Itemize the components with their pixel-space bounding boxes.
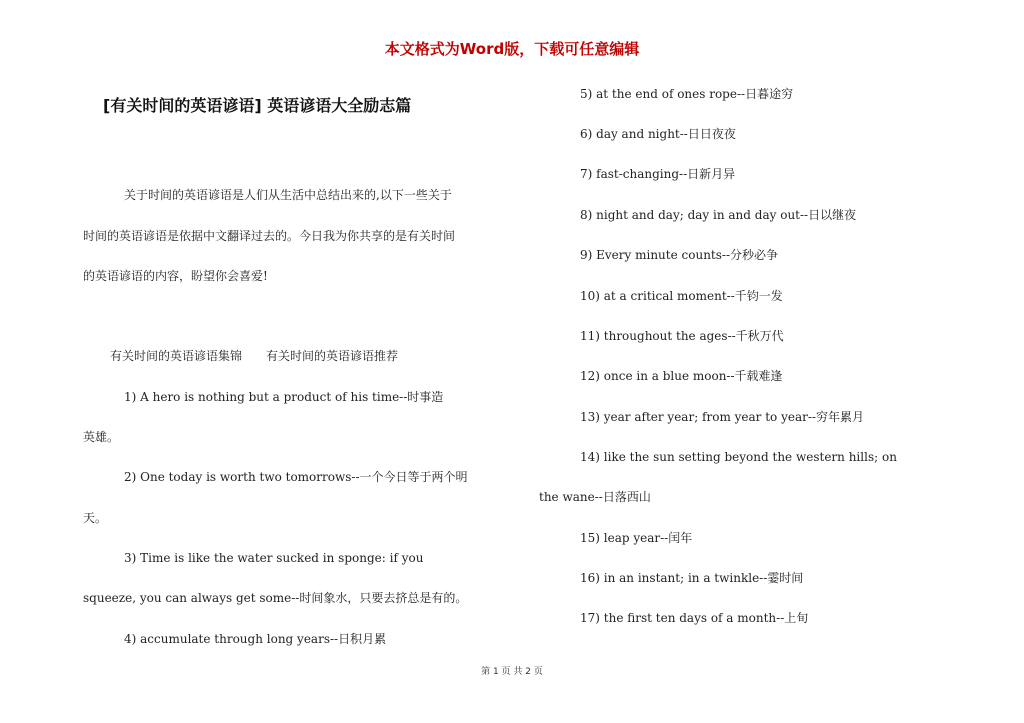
left-item-2: 2) One today is worth two tomorrows--一个今日等于两个明 <box>124 470 468 484</box>
right-item-13: 13) year after year; from year to year--穷年累月 <box>580 410 864 424</box>
left-item-3-cont: squeeze, you can always get some--时间象水，只要去挤总是有的。 <box>83 591 468 605</box>
right-item-15: 15) leap year--闰年 <box>580 531 693 545</box>
download-banner: 本文格式为Word版，下载可任意编辑 <box>384 40 640 58</box>
right-item-10: 10) at a critical moment--千钧一发 <box>580 289 783 303</box>
intro-line-3: 的英语谚语的内容，盼望你会喜爱! <box>83 269 268 283</box>
right-item-14: 14) like the sun setting beyond the western hills; on <box>580 450 897 464</box>
intro-line-1: 关于时间的英语谚语是人们从生活中总结出来的,以下一些关于 <box>124 188 452 202</box>
left-item-1: 1) A hero is nothing but a product of his time--时事造 <box>124 390 444 404</box>
left-item-3: 3) Time is like the water sucked in sponge: if you <box>124 551 424 565</box>
right-item-14-cont: the wane--日落西山 <box>539 490 651 504</box>
intro-line-2: 时间的英语谚语是依据中文翻译过去的。今日我为你共享的是有关时间 <box>83 229 456 243</box>
right-item-9: 9) Every minute counts--分秒必争 <box>580 248 779 262</box>
right-item-7: 7) fast-changing--日新月异 <box>580 167 736 181</box>
left-item-2-cont: 天。 <box>83 511 108 525</box>
page-footer: 第 1 页 共 2 页 <box>481 667 543 677</box>
right-item-12: 12) once in a blue moon--千载难逢 <box>580 369 783 383</box>
right-item-5: 5) at the end of ones rope--日暮途穷 <box>580 87 794 101</box>
right-item-16: 16) in an instant; in a twinkle--霎时间 <box>580 571 804 585</box>
left-item-4: 4) accumulate through long years--日积月累 <box>124 632 387 646</box>
document-title: [有关时间的英语谚语] 英语谚语大全励志篇 <box>103 96 412 115</box>
section-headings: 有关时间的英语谚语集锦 有关时间的英语谚语推荐 <box>110 349 399 363</box>
left-item-1-cont: 英雄。 <box>83 430 120 444</box>
right-item-17: 17) the first ten days of a month--上旬 <box>580 611 809 625</box>
right-item-11: 11) throughout the ages--千秋万代 <box>580 329 784 343</box>
right-item-8: 8) night and day; day in and day out--日以继夜 <box>580 208 857 222</box>
right-item-6: 6) day and night--日日夜夜 <box>580 127 736 141</box>
